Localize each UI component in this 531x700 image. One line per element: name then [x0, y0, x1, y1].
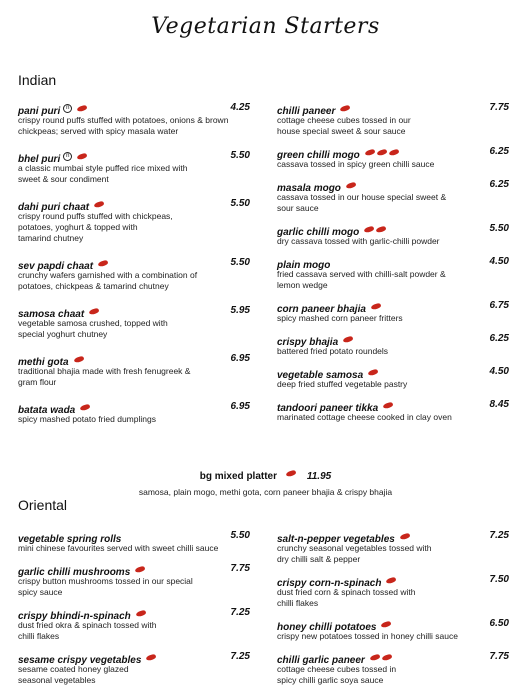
menu-item-price: 6.25 — [489, 146, 509, 157]
chili-pepper-icon — [340, 105, 351, 113]
menu-item-price: 7.25 — [489, 530, 509, 541]
mixed-platter — [0, 466, 531, 498]
menu-item-price: 4.25 — [230, 102, 250, 113]
menu-item-header — [18, 562, 250, 576]
menu-item-description: crispy button mushrooms tossed in our special — [18, 576, 193, 586]
menu-item-price: 5.50 — [489, 223, 509, 234]
menu-item-price: 6.50 — [489, 618, 509, 629]
menu-item — [18, 304, 250, 340]
menu-item-description: potatoes, chickpeas & tamarind chutney — [18, 281, 169, 291]
menu-item-description: sesame coated honey glazed — [18, 664, 129, 674]
menu-item-price: 7.25 — [230, 651, 250, 662]
menu-item — [18, 529, 250, 554]
menu-item-price: 8.45 — [489, 399, 509, 410]
menu-item-description: traditional bhajia made with fresh fenugreek & — [18, 366, 191, 376]
menu-item-price: 5.95 — [230, 305, 250, 316]
menu-item-name: samosa chaat — [18, 309, 85, 320]
chili-pepper-icon — [381, 654, 392, 662]
menu-item — [277, 573, 509, 609]
menu-item-header — [18, 352, 250, 366]
page-title: Vegetarian Starters — [151, 14, 380, 39]
menu-item-description: cassava tossed in our house special sweet & — [277, 192, 447, 202]
menu-item — [277, 222, 509, 247]
menu-item-description: spicy sauce — [18, 587, 63, 597]
menu-item-header — [18, 400, 250, 414]
menu-item-name: garlic chilli mogo — [277, 227, 360, 238]
menu-item — [18, 650, 250, 686]
chili-pepper-icon — [364, 226, 375, 234]
menu-item — [277, 529, 509, 565]
menu-item-header — [18, 529, 250, 543]
chili-pepper-icon — [97, 260, 108, 268]
menu-item-description: chilli flakes — [18, 631, 60, 641]
menu-item-header — [277, 650, 509, 664]
menu-item-price: 6.25 — [489, 179, 509, 190]
menu-item-description: dry cassava tossed with garlic-chilli powder — [277, 236, 440, 246]
menu-item — [277, 398, 509, 423]
menu-item-header — [18, 304, 250, 318]
menu-item-header — [277, 145, 509, 159]
platter-description: samosa, plain mogo, methi gota, corn paneer bhajia & crispy bhajia — [138, 487, 393, 497]
chili-pepper-icon — [345, 182, 356, 190]
menu-item — [18, 101, 250, 137]
menu-item-description: cottage cheese cubes tossed in — [277, 664, 397, 674]
chili-pepper-icon — [77, 105, 88, 113]
menu-item-description: deep fried stuffed vegetable pastry — [277, 379, 408, 389]
menu-item-price: 6.75 — [489, 300, 509, 311]
indian-right-column — [277, 101, 509, 431]
menu-item — [277, 145, 509, 170]
menu-item-price: 7.50 — [489, 574, 509, 585]
menu-item-name: methi gota — [18, 357, 69, 368]
menu-item-description: fried cassava served with chilli-salt powder & — [277, 269, 446, 279]
menu-item — [277, 101, 509, 137]
menu-item-header — [277, 398, 509, 412]
chili-pepper-icon — [94, 201, 105, 209]
menu-item-header — [18, 197, 250, 211]
menu-item — [18, 197, 250, 244]
chili-pepper-icon — [399, 533, 410, 541]
menu-item-description: lemon wedge — [277, 280, 328, 290]
chili-pepper-icon — [381, 621, 392, 629]
platter-name: bg mixed platter — [199, 471, 278, 482]
menu-item-price: 5.50 — [230, 530, 250, 541]
menu-item-price: 7.75 — [489, 651, 509, 662]
menu-item-price: 6.95 — [230, 401, 250, 412]
menu-item-name: sesame crispy vegetables — [18, 655, 142, 666]
menu-item-name: salt-n-pepper vegetables — [277, 534, 395, 545]
menu-item — [18, 256, 250, 292]
menu-item-description: battered fried potato roundels — [277, 346, 389, 356]
chili-pepper-icon — [370, 303, 381, 311]
menu-item-name: honey chilli potatoes — [277, 622, 377, 633]
menu-item-name: chilli paneer — [277, 106, 336, 117]
menu-item-description: gram flour — [18, 377, 57, 387]
menu-item — [277, 617, 509, 642]
menu-item-price: 7.75 — [489, 102, 509, 113]
menu-item-name: crispy bhajia — [277, 337, 339, 348]
section-heading-indian: Indian — [18, 72, 57, 88]
chili-pepper-icon — [135, 610, 146, 618]
chili-pepper-icon — [80, 404, 91, 412]
menu-item-description: crunchy seasonal vegetables tossed with — [277, 543, 432, 553]
oriental-left-column — [18, 529, 250, 694]
menu-item-name: crispy corn-n-spinach — [277, 578, 382, 589]
menu-item-description: mini chinese favourites served with sweet chilli sauce — [18, 543, 219, 553]
menu-item-name: sev papdi chaat — [18, 261, 94, 272]
menu-item-description: dust fried corn & spinach tossed with — [277, 587, 416, 597]
menu-item-header — [18, 101, 250, 115]
menu-item-description: crunchy wafers garnished with a combination of — [18, 270, 198, 280]
menu-item-header — [277, 299, 509, 313]
menu-item-name: vegetable samosa — [277, 370, 364, 381]
menu-item — [18, 352, 250, 388]
menu-item-header — [277, 332, 509, 346]
menu-item-description: a classic mumbai style puffed rice mixed with — [18, 163, 188, 173]
menu-item-description: sour sauce — [277, 203, 319, 213]
vegetarian-circle-icon: n — [63, 152, 72, 161]
menu-item-header — [18, 256, 250, 270]
menu-item-description: spicy mashed potato fried dumplings — [18, 414, 156, 424]
menu-item-name: batata wada — [18, 405, 76, 416]
menu-item-header — [18, 606, 250, 620]
menu-item-price: 5.50 — [230, 150, 250, 161]
menu-item-header — [18, 650, 250, 664]
menu-item-price: 6.95 — [230, 353, 250, 364]
menu-item — [18, 606, 250, 642]
menu-item-name: chilli garlic paneer — [277, 655, 365, 666]
menu-item — [277, 299, 509, 324]
chili-pepper-icon — [369, 654, 380, 662]
chili-pepper-icon — [146, 654, 157, 662]
menu-item-name: pani puri — [18, 106, 61, 117]
section-heading-oriental: Oriental — [18, 497, 68, 513]
menu-item-name: garlic chilli mushrooms — [18, 567, 131, 578]
menu-item-description: tamarind chutney — [18, 233, 84, 243]
menu-item-description: crispy new potatoes tossed in honey chilli sauce — [277, 631, 458, 641]
menu-item-price: 5.50 — [230, 198, 250, 209]
menu-item-price: 7.75 — [230, 563, 250, 574]
menu-item-header — [18, 149, 250, 163]
menu-item — [277, 332, 509, 357]
menu-item-description: cottage cheese cubes tossed in our — [277, 115, 411, 125]
menu-item-header — [277, 222, 509, 236]
menu-item-price: 4.50 — [489, 366, 509, 377]
menu-item-description: special yoghurt chutney — [18, 329, 108, 339]
menu-item-name: vegetable spring rolls — [18, 534, 122, 545]
menu-item-description: spicy mashed corn paneer fritters — [277, 313, 403, 323]
menu-item-price: 6.25 — [489, 333, 509, 344]
menu-item-description: chickpeas; served with spicy masala water — [18, 126, 179, 136]
menu-item-description: seasonal vegetables — [18, 675, 96, 685]
chili-pepper-icon — [135, 566, 146, 574]
menu-item-name: corn paneer bhajia — [277, 304, 366, 315]
menu-item — [277, 650, 509, 686]
menu-item-header — [277, 617, 509, 631]
menu-item-description: dry chilli salt & pepper — [277, 554, 361, 564]
platter-price: 11.95 — [306, 471, 332, 482]
menu-item-name: dahi puri chaat — [18, 202, 90, 213]
menu-item-price: 4.50 — [489, 256, 509, 267]
chili-pepper-icon — [376, 226, 387, 234]
menu-item-header — [277, 529, 509, 543]
chili-pepper-icon — [77, 153, 88, 161]
menu-item-description: cassava tossed in spicy green chilli sauce — [277, 159, 435, 169]
menu-item-description: crispy round puffs stuffed with chickpeas, — [18, 211, 173, 221]
menu-item-description: sweet & sour condiment — [18, 174, 109, 184]
menu-item-header — [277, 101, 509, 115]
menu-item-description: vegetable samosa crushed, topped with — [18, 318, 168, 328]
chili-pepper-icon — [343, 336, 354, 344]
menu-item-name: plain mogo — [277, 260, 331, 271]
menu-item-name: green chilli mogo — [277, 150, 360, 161]
menu-item-name: bhel puri — [18, 154, 61, 165]
chili-pepper-icon — [386, 577, 397, 585]
chili-pepper-icon — [368, 369, 379, 377]
menu-item-description: marinated cottage cheese cooked in clay oven — [277, 412, 452, 422]
menu-item — [18, 562, 250, 598]
menu-item-name: crispy bhindi-n-spinach — [18, 611, 131, 622]
menu-item-header — [277, 178, 509, 192]
chili-pepper-icon — [89, 308, 100, 316]
menu-item-description: house special sweet & sour sauce — [277, 126, 406, 136]
chili-pepper-icon — [286, 470, 297, 478]
menu-item-header — [277, 365, 509, 379]
menu-item — [18, 400, 250, 425]
chili-pepper-icon — [383, 402, 394, 410]
menu-item — [277, 255, 509, 291]
oriental-right-column — [277, 529, 509, 694]
menu-item — [277, 178, 509, 214]
chili-pepper-icon — [388, 149, 399, 157]
menu-item-description: chilli flakes — [277, 598, 319, 608]
chili-pepper-icon — [376, 149, 387, 157]
vegetarian-circle-icon: n — [63, 104, 72, 113]
menu-item-name: masala mogo — [277, 183, 341, 194]
menu-item-description: crispy round puffs stuffed with potatoes, onions & brown — [18, 115, 229, 125]
menu-item — [18, 149, 250, 185]
chili-pepper-icon — [73, 356, 84, 364]
menu-item-description: potatoes, yoghurt & topped with — [18, 222, 138, 232]
menu-item-description: spicy chilli garlic soya sauce — [277, 675, 384, 685]
menu-item-header — [277, 573, 509, 587]
indian-left-column — [18, 101, 250, 437]
chili-pepper-icon — [364, 149, 375, 157]
menu-item — [277, 365, 509, 390]
menu-item-description: dust fried okra & spinach tossed with — [18, 620, 157, 630]
menu-item-header — [277, 255, 509, 269]
menu-item-name: tandoori paneer tikka — [277, 403, 379, 414]
menu-item-price: 7.25 — [230, 607, 250, 618]
menu-item-price: 5.50 — [230, 257, 250, 268]
